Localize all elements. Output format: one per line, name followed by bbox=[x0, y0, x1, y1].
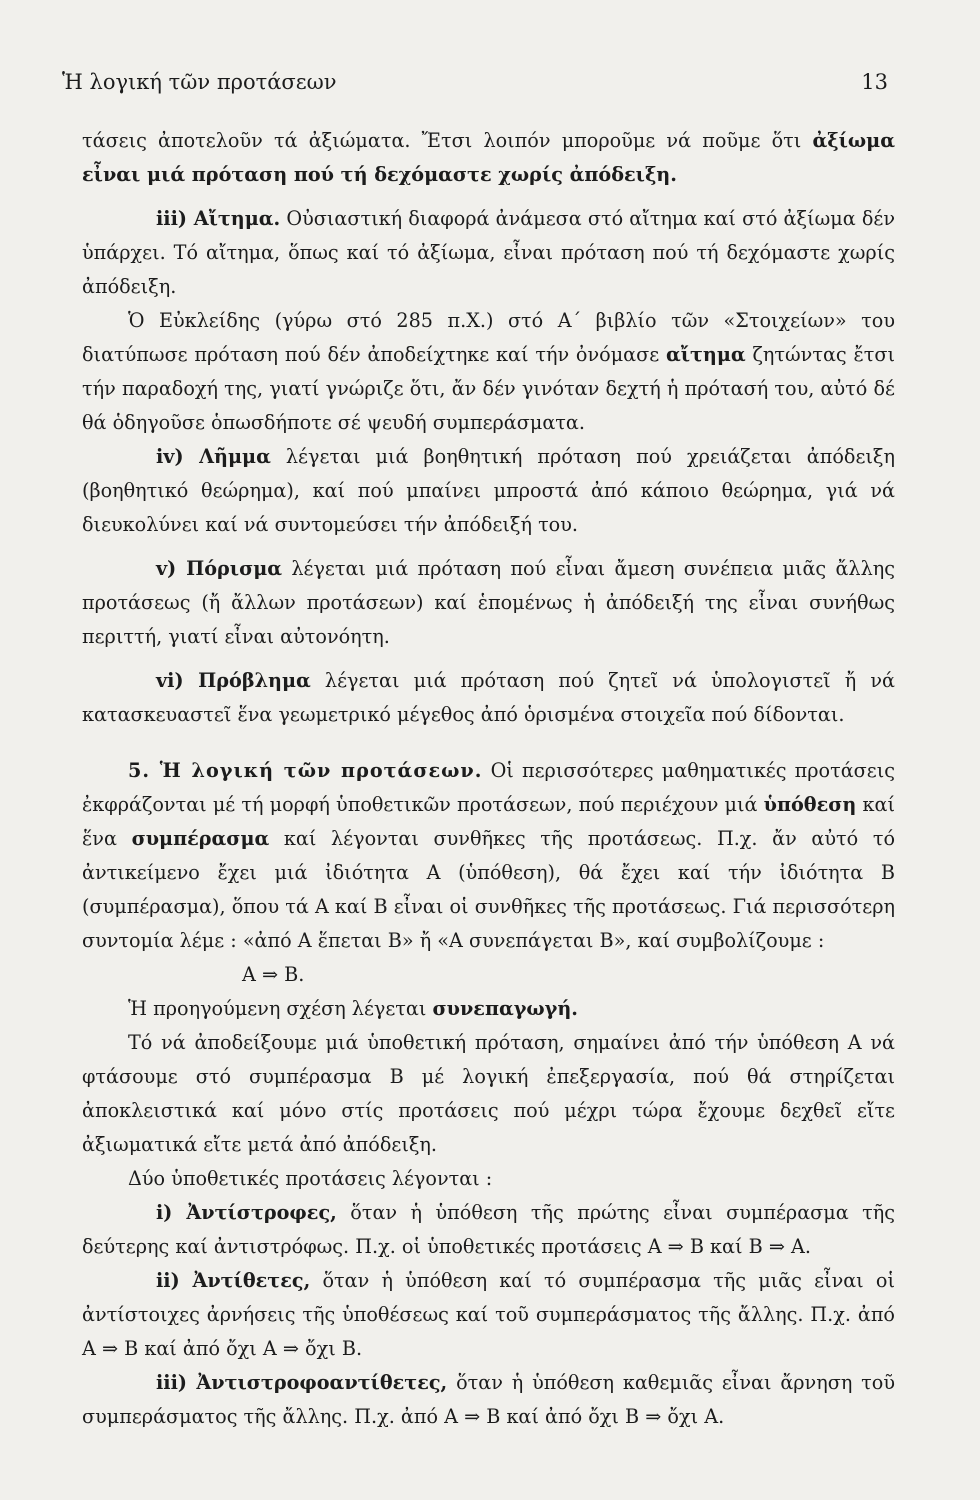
paragraph-antistrofoantithetes bbox=[82, 1366, 895, 1434]
provlima-label: vi) Πρόβλημα bbox=[156, 669, 311, 692]
paragraph-intro bbox=[82, 124, 895, 192]
paragraph-limma bbox=[82, 440, 895, 542]
implication-text: Ἡ προηγούμενη σχέση λέγεται bbox=[128, 997, 433, 1020]
paragraph-implication bbox=[82, 992, 895, 1026]
eukleidis-text-1: Ὁ Εὐκλείδης (γύρω στό 285 π.Χ.) στό Α΄ βιβλίο τῶν «Στοιχείων» του διατύπωσε πρόταση πού δέν ἀποδείχτηκε καί τήν ὀνόμασε bbox=[82, 309, 895, 366]
aitima-label: iii) Αἴτημα. bbox=[156, 207, 281, 230]
paragraph-porisma bbox=[82, 552, 895, 654]
paragraph-section-5 bbox=[82, 754, 895, 958]
limma-text: λέγεται μιά βοηθητική πρόταση πού χρειάζεται ἀπόδειξη (βοηθητικό θεώρημα), καί πού μπαίνει μπροστά ἀπό κάποιο θεώρημα, γιά νά διευκολύνει καί νά συντομεύσει τήν ἀπόδειξή του. bbox=[82, 445, 895, 536]
antithetes-text: ὅταν ἡ ὑπόθεση καί τό συμπέρασμα τῆς μιᾶς εἶναι οἱ ἀντίστοιχες ἀρνήσεις τῆς ὑποθέσεως καί τοῦ συμπεράσματος τῆς ἄλλης. Π.χ. ἀπό Α ⇒ Β καί ἀπό ὄχι Α ⇒ ὄχι Β. bbox=[82, 1269, 895, 1360]
intro-text: τάσεις ἀποτελοῦν τά ἀξιώματα. Ἔτσι λοιπόν μποροῦμε νά ποῦμε ὅτι bbox=[82, 129, 813, 152]
paragraph-proof: Τό νά ἀποδείξουμε μιά ὑποθετική πρόταση, σημαίνει ἀπό τήν ὑπόθεση Α νά φτάσουμε στό συμπέρασμα Β μέ λογική ἐπεξεργασία, πού θά στηρίζεται ἀποκλειστικά καί μόνο στίς προτάσεις πού μέχρι τώρα ἔχουμε δεχθεῖ εἴτε ἀξιωματικά εἴτε μετά ἀπό ἀπόδειξη. bbox=[82, 1031, 895, 1156]
provlima-text: λέγεται μιά πρόταση πού ζητεῖ νά ὑπολογιστεῖ ἤ νά κατασκευαστεῖ ἕνα γεωμετρικό μέγεθος ἀπό ὁρισμένα στοιχεῖα πού δίδονται. bbox=[82, 669, 895, 726]
section-5-heading: 5. Ἡ λογική τῶν προτάσεων. bbox=[128, 759, 483, 782]
eukleidis-bold: αἴτημα bbox=[665, 343, 746, 366]
aitima-text: Οὐσιαστική διαφορά ἀνάμεσα στό αἴτημα καί στό ἀξίωμα δέν ὑπάρχει. Τό αἴτημα, ὅπως καί τό ἀξίωμα, εἶναι πρόταση πού τή δεχόμαστε χωρίς ἀπόδειξη. bbox=[82, 207, 895, 298]
limma-label: iv) Λῆμμα bbox=[156, 445, 271, 468]
paragraph-aitima bbox=[82, 202, 895, 304]
running-title: Ἡ λογική τῶν προτάσεων bbox=[62, 70, 337, 94]
paragraph-provlima bbox=[82, 664, 895, 732]
page-number: 13 bbox=[861, 70, 888, 94]
antistrofoantithetes-label: iii) Ἀντιστροφοαντίθετες, bbox=[156, 1371, 448, 1394]
paragraph-eukleidis bbox=[82, 304, 895, 440]
intro-bold: ἀξίωμα εἶναι μιά πρόταση πού τή δεχόμαστε χωρίς ἀπόδειξη. bbox=[82, 129, 895, 186]
eukleidis-text-2: ζητώντας ἔτσι τήν παραδοχή της, γιατί γνώριζε ὅτι, ἄν δέν γινόταν δεχτή ἡ πρότασή του, αὐτό δέ θά ὁδηγοῦσε ὁπωσδήποτε σέ ψευδή συμπεράσματα. bbox=[82, 343, 895, 434]
paragraph-two-props: Δύο ὑποθετικές προτάσεις λέγονται : bbox=[128, 1167, 493, 1190]
implication-formula: Α ⇒ Β. bbox=[242, 963, 305, 986]
paragraph-antithetes bbox=[82, 1264, 895, 1366]
antistrofoantithetes-text: ὅταν ἡ ὑπόθεση καθεμιᾶς εἶναι ἄρνηση τοῦ συμπεράσματος τῆς ἄλλης. Π.χ. ἀπό Α ⇒ Β καί ἀπό ὄχι Β ⇒ ὄχι Α. bbox=[82, 1371, 895, 1428]
section-5-bold-1: ὑπόθεση bbox=[763, 793, 857, 816]
antithetes-label: ii) Ἀντίθετες, bbox=[156, 1269, 311, 1292]
section-5-text-1: Οἱ περισσότερες μαθηματικές προτάσεις ἐκφράζονται μέ τή μορφή ὑποθετικῶν προτάσεων, πού περιέχουν μιά bbox=[82, 759, 895, 816]
section-5-bold-2: συμπέρασμα bbox=[131, 827, 270, 850]
running-header bbox=[62, 70, 888, 94]
antistrofes-label: i) Ἀντίστροφες, bbox=[156, 1201, 337, 1224]
section-5-text-2: καί ἕνα bbox=[82, 793, 895, 850]
antistrofes-text: ὅταν ἡ ὑπόθεση τῆς πρώτης εἶναι συμπέρασμα τῆς δεύτερης καί ἀντιστρόφως. Π.χ. οἱ ὑποθετικές προτάσεις Α ⇒ Β καί Β ⇒ Α. bbox=[82, 1201, 896, 1258]
section-5-text-3: καί λέγονται συνθῆκες τῆς προτάσεως. Π.χ. ἄν αὐτό τό ἀντικείμενο ἔχει μιά ἰδιότητα Α (ὑπόθεση), θά ἔχει καί τήν ἰδιότητα Β (συμπέρασμα), ὅπου τά Α καί Β εἶναι οἱ συνθῆκες τῆς προτάσεως. Γιά περισσότερη συντομία λέμε : «ἀπό Α ἕπεται Β» ἤ «Α συνεπάγεται Β», καί συμβολίζουμε : bbox=[82, 827, 895, 952]
implication-bold: συνεπαγωγή. bbox=[432, 997, 578, 1020]
body-text bbox=[82, 124, 895, 1434]
porisma-text: λέγεται μιά πρόταση πού εἶναι ἄμεση συνέπεια μιᾶς ἄλλης προτάσεως (ἤ ἄλλων προτάσεων) καί ἑπομένως ἡ ἀπόδειξή της εἶναι συνήθως περιττή, γιατί εἶναι αὐτονόητη. bbox=[82, 557, 895, 648]
paragraph-antistrofes bbox=[82, 1196, 895, 1264]
porisma-label: v) Πόρισμα bbox=[156, 557, 283, 580]
